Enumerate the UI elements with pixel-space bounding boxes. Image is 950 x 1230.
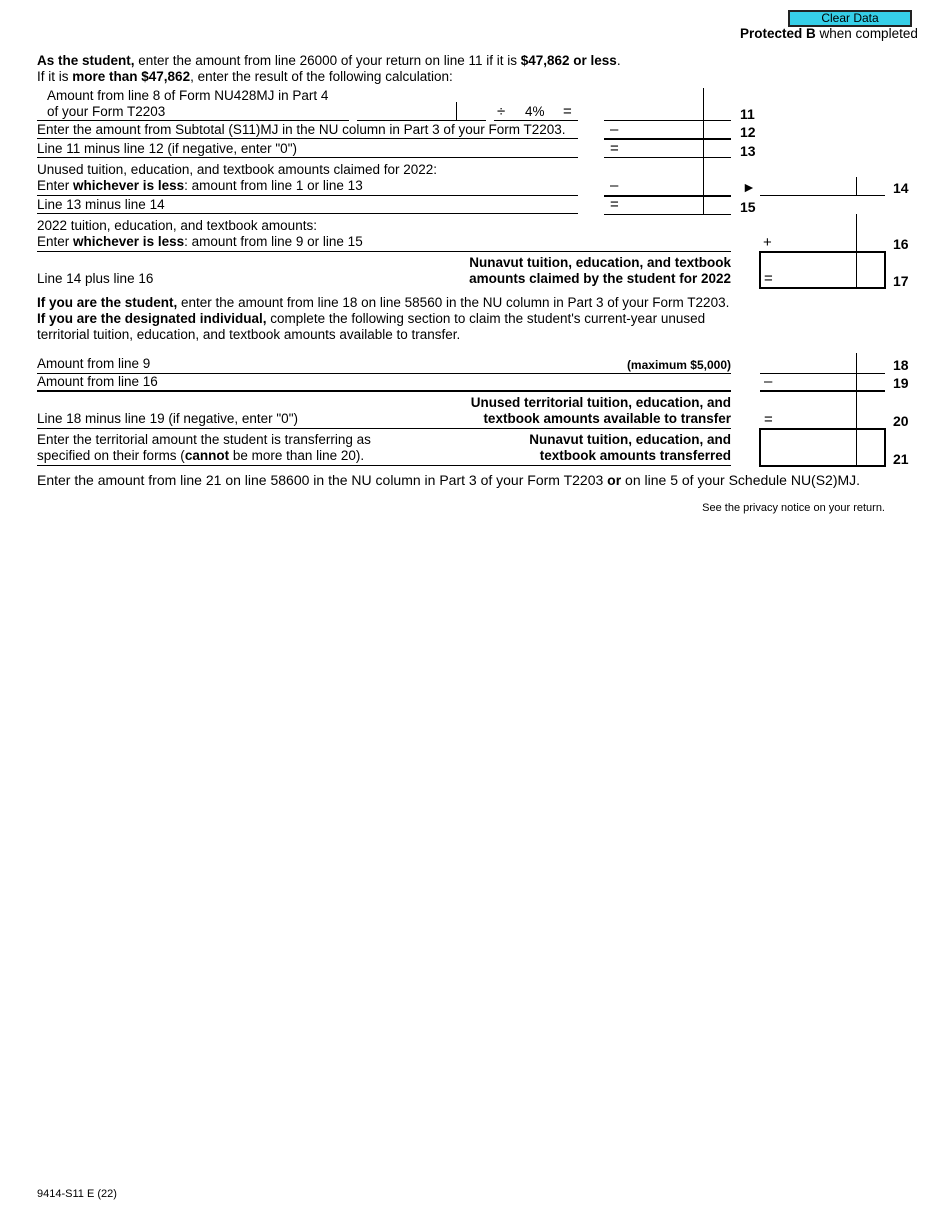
rule	[37, 251, 731, 252]
line-21-text: be more than line 20).	[229, 448, 365, 463]
line-19-label: Amount from line 16	[37, 374, 158, 389]
equals-operator: =	[764, 411, 773, 428]
intro-student-bold: As the student,	[37, 53, 135, 68]
arrow-right-icon: ►	[742, 179, 756, 195]
line-11-label-b: of your Form T2203	[47, 104, 166, 119]
protected-b-suffix: when completed	[815, 26, 918, 41]
final-or: or	[607, 472, 622, 488]
privacy-notice: See the privacy notice on your return.	[702, 502, 885, 514]
line-20-input[interactable]	[778, 411, 858, 429]
equals-operator: =	[610, 140, 619, 157]
intro-period: .	[616, 53, 621, 68]
student-text: enter the amount from line 18 on line 58560 in the NU column in Part 3 of your Form T2203.	[177, 295, 730, 310]
protected-b-notice	[740, 26, 918, 42]
intro-text: If it is	[37, 69, 73, 84]
designated-text: complete the following section to claim the student's current-year unused	[266, 311, 706, 326]
plus-operator: +	[763, 234, 772, 251]
rule	[37, 213, 578, 214]
designated-instruction	[37, 311, 705, 327]
line-21-label-b	[37, 448, 364, 464]
intro-paragraph-1	[37, 53, 621, 69]
rule	[37, 138, 578, 139]
line-14-label-b	[37, 178, 363, 194]
line-16-text: : amount from line 9 or line 15	[184, 234, 363, 249]
line-17-input[interactable]	[776, 262, 858, 288]
rule	[37, 390, 731, 392]
line-14-text: Enter	[37, 178, 74, 193]
final-instruction	[37, 472, 860, 488]
line-11-amount-input[interactable]	[358, 103, 458, 121]
line-21-input[interactable]	[762, 440, 858, 466]
intro-threshold: more than $47,862	[72, 69, 191, 84]
line-11-result-input[interactable]	[605, 103, 705, 121]
intro-text: , enter the result of the following calculation:	[190, 69, 453, 84]
line-14-carried-input[interactable]	[761, 178, 858, 196]
line-number-11: 11	[740, 106, 755, 122]
line-20-title-b: textbook amounts available to transfer	[483, 411, 731, 426]
intro-text: enter the amount from line 26000 of your return on line 11 if it is	[134, 53, 521, 68]
line-14-text: : amount from line 1 or line 13	[184, 178, 363, 193]
line-14-label-a: Unused tuition, education, and textbook amounts claimed for 2022:	[37, 162, 438, 177]
rule	[37, 120, 349, 121]
rate-4-percent: 4%	[525, 104, 545, 119]
rule	[604, 157, 731, 158]
rule	[37, 157, 578, 158]
line-20-title-a: Unused territorial tuition, education, and	[470, 395, 731, 410]
intro-threshold: $47,862 or less	[520, 53, 617, 68]
equals-operator: =	[610, 196, 619, 213]
rule	[37, 195, 578, 196]
final-text: Enter the amount from line 21 on line 58600 in the NU column in Part 3 of your Form T2203	[37, 472, 608, 488]
rule	[604, 138, 731, 140]
line-number-21: 21	[893, 451, 909, 467]
line-21-label-a: Enter the territorial amount the student is transferring as	[37, 432, 371, 447]
line-16-emphasis: whichever is less	[73, 234, 185, 249]
line-18-maximum: (maximum $5,000)	[626, 358, 731, 372]
line-14-input[interactable]	[625, 178, 705, 196]
line-14-emphasis: whichever is less	[73, 178, 185, 193]
line-number-13: 13	[740, 143, 756, 159]
clear-data-button[interactable]: Clear Data	[788, 10, 912, 27]
line-21-title-b: textbook amounts transferred	[539, 448, 731, 463]
line-number-12: 12	[740, 124, 756, 140]
line-18-label: Amount from line 9	[37, 356, 151, 371]
line-17-title-b: amounts claimed by the student for 2022	[469, 271, 731, 286]
line-16-label-b	[37, 234, 363, 250]
line-11-cents-input[interactable]	[458, 103, 488, 121]
intro-paragraph-2	[37, 69, 453, 85]
line-21-title-a: Nunavut tuition, education, and	[529, 432, 731, 447]
line-18-input[interactable]	[761, 356, 858, 374]
final-text: on line 5 of your Schedule NU(S2)MJ.	[621, 472, 861, 488]
line-17-title-a: Nunavut tuition, education, and textbook	[469, 255, 731, 270]
line-number-20: 20	[893, 413, 909, 429]
line-17-label: Line 14 plus line 16	[37, 271, 154, 286]
equals-operator: =	[563, 103, 572, 120]
line-21-text: specified on their forms (	[37, 448, 185, 463]
rule	[37, 428, 731, 429]
equals-operator: =	[764, 270, 773, 287]
line-16-label-a: 2022 tuition, education, and textbook amounts:	[37, 218, 317, 233]
designated-instruction-cont: territorial tuition, education, and textbook amounts available to transfer.	[37, 327, 461, 342]
line-number-16: 16	[893, 236, 909, 252]
rule	[494, 120, 578, 121]
form-code: 9414-S11 E (22)	[37, 1188, 117, 1200]
line-16-text: Enter	[37, 234, 74, 249]
minus-operator: –	[764, 373, 773, 390]
rule	[37, 465, 731, 466]
line-12-label: Enter the amount from Subtotal (S11)MJ in the NU column in Part 3 of your Form T2203.	[37, 122, 566, 137]
line-15-input[interactable]	[625, 197, 705, 215]
rule	[856, 214, 857, 251]
line-number-14: 14	[893, 180, 909, 196]
line-21-emphasis: cannot	[184, 448, 230, 463]
minus-operator: –	[610, 121, 619, 138]
line-20-label: Line 18 minus line 19 (if negative, enter "0")	[37, 411, 298, 426]
line-15-label: Line 13 minus line 14	[37, 197, 165, 212]
line-number-19: 19	[893, 375, 909, 391]
student-bold: If you are the student,	[37, 295, 178, 310]
line-11-label-a: Amount from line 8 of Form NU428MJ in Part 4	[47, 88, 329, 103]
minus-operator: –	[610, 177, 619, 194]
designated-bold: If you are the designated individual,	[37, 311, 267, 326]
line-13-label: Line 11 minus line 12 (if negative, enter "0")	[37, 141, 297, 156]
line-16-input[interactable]	[775, 234, 858, 252]
line-number-18: 18	[893, 357, 909, 373]
line-number-17: 17	[893, 273, 909, 289]
divide-operator: ÷	[497, 103, 506, 120]
line-number-15: 15	[740, 199, 756, 215]
protected-b-label: Protected B	[740, 26, 816, 41]
rule	[604, 214, 731, 215]
student-instruction	[37, 295, 729, 311]
rule	[856, 353, 857, 373]
rule	[760, 390, 885, 392]
